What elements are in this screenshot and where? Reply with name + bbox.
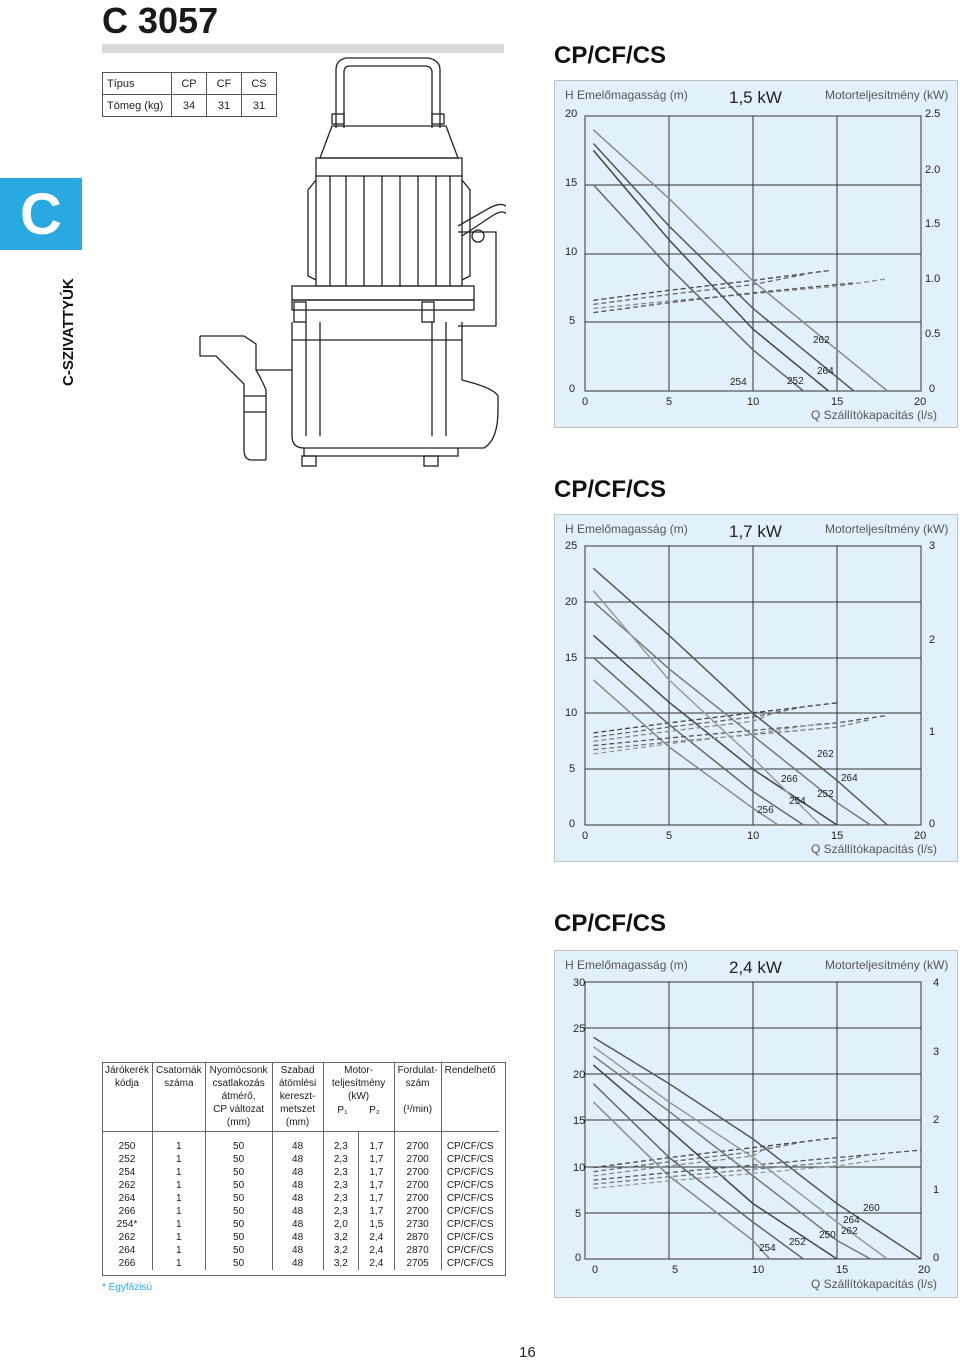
chart-2-svg xyxy=(555,515,957,861)
chart-1-right-tick: 0.5 xyxy=(925,328,941,340)
table-cell: 48 xyxy=(272,1257,323,1270)
table-row xyxy=(102,1166,499,1179)
chart-3-x-tick: 10 xyxy=(752,1264,765,1276)
chart-1-x-tick: 5 xyxy=(666,396,673,408)
pump-drawing xyxy=(196,40,506,470)
chart-2-curve-266 xyxy=(593,591,820,825)
table-cell: 1,7 xyxy=(359,1192,395,1205)
chart-1-left-tick: 15 xyxy=(565,177,578,189)
table-cell: 266 xyxy=(102,1205,153,1218)
chart-1-left-tick: 5 xyxy=(569,315,576,327)
table-cell: CP/CF/CS xyxy=(446,1154,494,1165)
header-line: (mm) xyxy=(226,1117,251,1128)
table-cell: 2,4 xyxy=(359,1257,395,1270)
chart-1-curve-label: 252 xyxy=(787,376,804,387)
table-cell: CP/CF/CS xyxy=(446,1167,494,1178)
table-cell: 2,0 xyxy=(323,1218,359,1231)
chart-2-curve-label: 264 xyxy=(841,773,858,784)
chart-2-curve-label: 252 xyxy=(817,789,834,800)
table-cell: 2700 xyxy=(394,1132,441,1154)
table-cell: 250 xyxy=(102,1132,153,1154)
chart-3-curves xyxy=(593,1037,921,1259)
table-cell: CF xyxy=(207,73,242,95)
table-cell: 2,4 xyxy=(359,1244,395,1257)
chart-1-curve-254 xyxy=(593,185,803,391)
chart-2-x-tick: 15 xyxy=(831,830,844,842)
chart-2-h-label: H Emelőmagasság (m) xyxy=(565,522,688,536)
spec-header-available xyxy=(441,1062,499,1132)
table-cell: 50 xyxy=(205,1179,272,1192)
table-cell: CP/CF/CS xyxy=(446,1180,494,1191)
table-cell: 2700 xyxy=(394,1192,441,1205)
chart-1-curve-label: 262 xyxy=(813,335,830,346)
chart-2-left-tick: 20 xyxy=(565,596,578,608)
chart-2-curves xyxy=(593,568,887,825)
table-cell: 50 xyxy=(205,1192,272,1205)
header-line: Motor- xyxy=(344,1065,374,1076)
table-cell: 48 xyxy=(272,1218,323,1231)
chart-1-series-title: CP/CF/CS xyxy=(554,42,667,69)
table-row xyxy=(102,1244,499,1257)
spec-table xyxy=(102,1062,499,1270)
chart-2-right-tick: 3 xyxy=(929,540,936,552)
table-cell: CP/CF/CS xyxy=(446,1206,494,1217)
header-line: kódja xyxy=(115,1078,139,1089)
header-rpm-unit: (¹/min) xyxy=(403,1104,433,1115)
spec-header-channels xyxy=(153,1062,206,1132)
chart-1-left-tick: 10 xyxy=(565,246,578,258)
table-cell: 50 xyxy=(205,1132,272,1154)
chart-1-panel xyxy=(554,80,958,428)
chart-3-curve-262 xyxy=(593,1056,870,1259)
table-cell: 252 xyxy=(102,1153,153,1166)
table-cell: 1,7 xyxy=(359,1166,395,1179)
chart-3-left-tick: 15 xyxy=(573,1115,586,1127)
header-line: (kW) xyxy=(348,1091,370,1102)
chart-1-x-tick: 20 xyxy=(914,396,927,408)
table-cell: 48 xyxy=(272,1192,323,1205)
chart-3-right-tick: 1 xyxy=(933,1184,940,1196)
page-number: 16 xyxy=(519,1344,536,1361)
chart-3-curve-label: 254 xyxy=(759,1243,776,1254)
chart-2-right-tick: 0 xyxy=(929,818,936,830)
table-cell: CP/CF/CS xyxy=(446,1219,494,1230)
table-cell: CP/CF/CS xyxy=(446,1258,494,1269)
chart-2-left-tick: 15 xyxy=(565,652,578,664)
table-cell: 1 xyxy=(153,1218,206,1231)
table-cell: 48 xyxy=(272,1244,323,1257)
spec-header-impeller xyxy=(102,1062,153,1132)
header-line: szám xyxy=(405,1078,430,1089)
chart-1-curve-label: 264 xyxy=(817,366,834,377)
chart-2-x-tick: 5 xyxy=(666,830,673,842)
table-cell: CP/CF/CS xyxy=(446,1193,494,1204)
chart-1-x-tick: 15 xyxy=(831,396,844,408)
table-cell: 262 xyxy=(102,1231,153,1244)
table-row xyxy=(102,1132,499,1154)
chart-3-left-tick: 20 xyxy=(573,1069,586,1081)
table-cell: 1,7 xyxy=(359,1205,395,1218)
chart-3-left-tick: 10 xyxy=(573,1162,586,1174)
table-cell: 1 xyxy=(153,1166,206,1179)
chart-2-curve-label: 254 xyxy=(789,796,806,807)
header-line: Rendelhető xyxy=(444,1065,496,1076)
table-cell: 2870 xyxy=(394,1244,441,1257)
chart-1-right-tick: 0 xyxy=(929,383,936,395)
table-cell: 48 xyxy=(272,1166,323,1179)
chart-2-left-tick: 0 xyxy=(569,818,576,830)
table-cell: 3,2 xyxy=(323,1231,359,1244)
footnote: * Egyfázisú xyxy=(102,1282,153,1293)
table-cell: 1,7 xyxy=(359,1132,395,1154)
chart-3-x-tick: 5 xyxy=(672,1264,679,1276)
chart-2-x-tick: 10 xyxy=(747,830,760,842)
table-cell: 50 xyxy=(205,1257,272,1270)
chart-3-right-tick: 4 xyxy=(933,977,940,989)
chart-1-left-tick: 0 xyxy=(569,383,576,395)
table-cell: 2870 xyxy=(394,1231,441,1244)
chart-3-svg xyxy=(555,951,957,1297)
header-line: kereszt- xyxy=(279,1091,316,1102)
chart-3-left-tick: 30 xyxy=(573,977,586,989)
chart-2-x-tick: 20 xyxy=(914,830,927,842)
table-cell: 50 xyxy=(205,1244,272,1257)
table-cell: 50 xyxy=(205,1205,272,1218)
table-cell: 50 xyxy=(205,1166,272,1179)
chart-2-q-label: Q Szállítókapacitás (l/s) xyxy=(811,842,938,856)
header-line: CP változat xyxy=(213,1104,265,1115)
table-row xyxy=(102,1231,499,1244)
chart-3-panel xyxy=(554,950,958,1298)
table-cell: 31 xyxy=(242,95,277,117)
table-cell: 1 xyxy=(153,1192,206,1205)
table-cell: 1,5 xyxy=(359,1218,395,1231)
header-line: Fordulat- xyxy=(397,1065,438,1076)
table-cell: 2700 xyxy=(394,1205,441,1218)
table-cell: 48 xyxy=(272,1132,323,1154)
table-cell: 1 xyxy=(153,1132,206,1154)
spec-header-passage xyxy=(272,1062,323,1132)
spec-header-rpm xyxy=(394,1062,441,1132)
chart-1-p-label: Motorteljesítmény (kW) xyxy=(825,88,949,102)
table-cell: 1,7 xyxy=(359,1179,395,1192)
table-row xyxy=(102,1205,499,1218)
table-cell: 2,3 xyxy=(323,1132,359,1154)
chart-3-x-tick: 15 xyxy=(836,1264,849,1276)
chart-1-left-tick: 20 xyxy=(565,108,578,120)
table-cell: 254 xyxy=(102,1166,153,1179)
section-letter-tab: C xyxy=(0,178,82,250)
table-cell: 266 xyxy=(102,1257,153,1270)
chart-2-right-tick: 1 xyxy=(929,726,936,738)
table-cell: 31 xyxy=(207,95,242,117)
chart-1-curve-262 xyxy=(593,130,887,391)
table-cell: 3,2 xyxy=(323,1257,359,1270)
chart-2-left-tick: 10 xyxy=(565,707,578,719)
table-cell: 1 xyxy=(153,1153,206,1166)
chart-3-right-tick: 2 xyxy=(933,1114,940,1126)
table-cell: 2,3 xyxy=(323,1166,359,1179)
chart-1-q-label: Q Szállítókapacitás (l/s) xyxy=(811,408,938,422)
chart-1-right-tick: 2.5 xyxy=(925,108,941,120)
table-cell: CP/CF/CS xyxy=(446,1245,494,1256)
chart-1-curve-252 xyxy=(593,150,828,391)
table-cell: 2,3 xyxy=(323,1179,359,1192)
table-cell: 262 xyxy=(102,1179,153,1192)
table-row xyxy=(102,1153,499,1166)
chart-3-curve-label: 264 xyxy=(843,1215,860,1226)
table-cell: 50 xyxy=(205,1153,272,1166)
table-cell: 2730 xyxy=(394,1218,441,1231)
chart-1-h-label: H Emelőmagasság (m) xyxy=(565,88,688,102)
chart-3-left-tick: 5 xyxy=(575,1208,582,1220)
chart-1-svg xyxy=(555,81,957,427)
header-line: Járókerék xyxy=(105,1065,149,1076)
table-cell: 2,3 xyxy=(323,1192,359,1205)
table-cell: 1 xyxy=(153,1231,206,1244)
chart-3-curve-label: 252 xyxy=(789,1237,806,1248)
chart-2-curve-label: 256 xyxy=(757,805,774,816)
table-cell: 2,3 xyxy=(323,1205,359,1218)
table-cell: 2700 xyxy=(394,1179,441,1192)
chart-3-x-tick: 20 xyxy=(918,1264,931,1276)
table-cell: CS xyxy=(242,73,277,95)
table-cell: 2,3 xyxy=(323,1153,359,1166)
table-cell: 3,2 xyxy=(323,1244,359,1257)
table-cell: 1 xyxy=(153,1257,206,1270)
table-cell: 2,4 xyxy=(359,1231,395,1244)
chart-3-curve-254 xyxy=(593,1102,769,1259)
table-cell: 254* xyxy=(102,1218,153,1231)
table-cell: 264 xyxy=(102,1244,153,1257)
chart-2-x-tick: 0 xyxy=(582,830,589,842)
table-cell: 1 xyxy=(153,1205,206,1218)
header-line: Szabad xyxy=(280,1065,315,1076)
header-line: Csatornák xyxy=(156,1065,202,1076)
chart-2-series-title: CP/CF/CS xyxy=(554,476,667,503)
chart-3-curve-label: 250 xyxy=(819,1230,836,1241)
chart-3-left-tick: 25 xyxy=(573,1023,586,1035)
table-cell: Tömeg (kg) xyxy=(103,95,172,117)
header-p1: P₁ xyxy=(337,1105,348,1116)
table-cell: 48 xyxy=(272,1231,323,1244)
table-cell: 48 xyxy=(272,1179,323,1192)
chart-3-series-title: CP/CF/CS xyxy=(554,910,667,937)
table-cell: 34 xyxy=(172,95,207,117)
table-cell: CP xyxy=(172,73,207,95)
chart-1-x-tick: 10 xyxy=(747,396,760,408)
header-line: Nyomócsonk xyxy=(209,1065,268,1076)
chart-3-power-curve-264 xyxy=(593,1158,887,1188)
spec-header-motor xyxy=(323,1062,394,1132)
chart-3-curve-250 xyxy=(593,1065,837,1259)
chart-3-p-label: Motorteljesítmény (kW) xyxy=(825,958,949,972)
chart-1-power: 1,5 kW xyxy=(729,88,782,107)
table-row xyxy=(102,1179,499,1192)
chart-3-q-label: Q Szállítókapacitás (l/s) xyxy=(811,1277,938,1291)
chart-2-curve-label: 266 xyxy=(781,774,798,785)
table-row xyxy=(102,1192,499,1205)
spec-header-row xyxy=(102,1062,499,1132)
table-cell: 264 xyxy=(102,1192,153,1205)
chart-1-curve-264 xyxy=(593,144,853,392)
chart-2-curve-label: 262 xyxy=(817,749,834,760)
chart-2-p-label: Motorteljesítmény (kW) xyxy=(825,522,949,536)
chart-1-right-tick: 2.0 xyxy=(925,164,941,176)
table-row xyxy=(102,1218,499,1231)
chart-3-grid xyxy=(585,982,921,1259)
header-line: csatlakozás xyxy=(212,1078,265,1089)
chart-3-left-tick: 0 xyxy=(575,1252,582,1264)
header-line: átömlési xyxy=(278,1078,317,1089)
spec-header-outlet xyxy=(205,1062,272,1132)
chart-3-curve-label: 260 xyxy=(863,1203,880,1214)
chart-2-curve-254 xyxy=(593,658,803,825)
table-cell: CP/CF/CS xyxy=(446,1232,494,1243)
chart-1-right-tick: 1.0 xyxy=(925,273,941,285)
chart-3-right-tick: 0 xyxy=(933,1252,940,1264)
table-cell: 1,7 xyxy=(359,1153,395,1166)
chart-1-curves xyxy=(593,130,887,391)
chart-3-x-tick: 0 xyxy=(592,1264,599,1276)
header-line: átmérő, xyxy=(221,1091,256,1102)
chart-3-curve-label: 262 xyxy=(841,1226,858,1237)
table-row xyxy=(102,1257,499,1270)
header-p2: P₂ xyxy=(369,1105,380,1116)
table-cell: CP/CF/CS xyxy=(446,1141,494,1152)
chart-3-h-label: H Emelőmagasság (m) xyxy=(565,958,688,972)
header-line: száma xyxy=(164,1078,194,1089)
chart-2-panel xyxy=(554,514,958,862)
table-cell: 50 xyxy=(205,1218,272,1231)
chart-2-right-tick: 2 xyxy=(929,634,936,646)
header-line: (mm) xyxy=(285,1117,310,1128)
chart-3-power: 2,4 kW xyxy=(729,958,782,977)
chart-3-right-tick: 3 xyxy=(933,1046,940,1058)
header-line: teljesítmény xyxy=(331,1078,386,1089)
page-title: C 3057 xyxy=(102,0,219,41)
section-side-label: C-SZIVATTYÚK xyxy=(60,278,77,386)
chart-1-curve-label: 254 xyxy=(730,377,747,388)
table-cell: 1 xyxy=(153,1179,206,1192)
table-cell: 2700 xyxy=(394,1153,441,1166)
table-cell: 50 xyxy=(205,1231,272,1244)
chart-2-left-tick: 25 xyxy=(565,540,578,552)
chart-2-power: 1,7 kW xyxy=(729,522,782,541)
table-cell: 48 xyxy=(272,1153,323,1166)
table-cell: 48 xyxy=(272,1205,323,1218)
table-cell: 2700 xyxy=(394,1166,441,1179)
header-line: metszet xyxy=(280,1104,316,1115)
table-cell: Típus xyxy=(103,73,172,95)
chart-1-right-tick: 1.5 xyxy=(925,218,941,230)
chart-2-left-tick: 5 xyxy=(569,763,576,775)
chart-1-power-curve-254 xyxy=(593,275,803,305)
chart-1-x-tick: 0 xyxy=(582,396,589,408)
table-cell: 1 xyxy=(153,1244,206,1257)
chart-2-grid xyxy=(585,546,921,825)
chart-2-curve-256 xyxy=(593,680,778,825)
table-cell: 2705 xyxy=(394,1257,441,1270)
